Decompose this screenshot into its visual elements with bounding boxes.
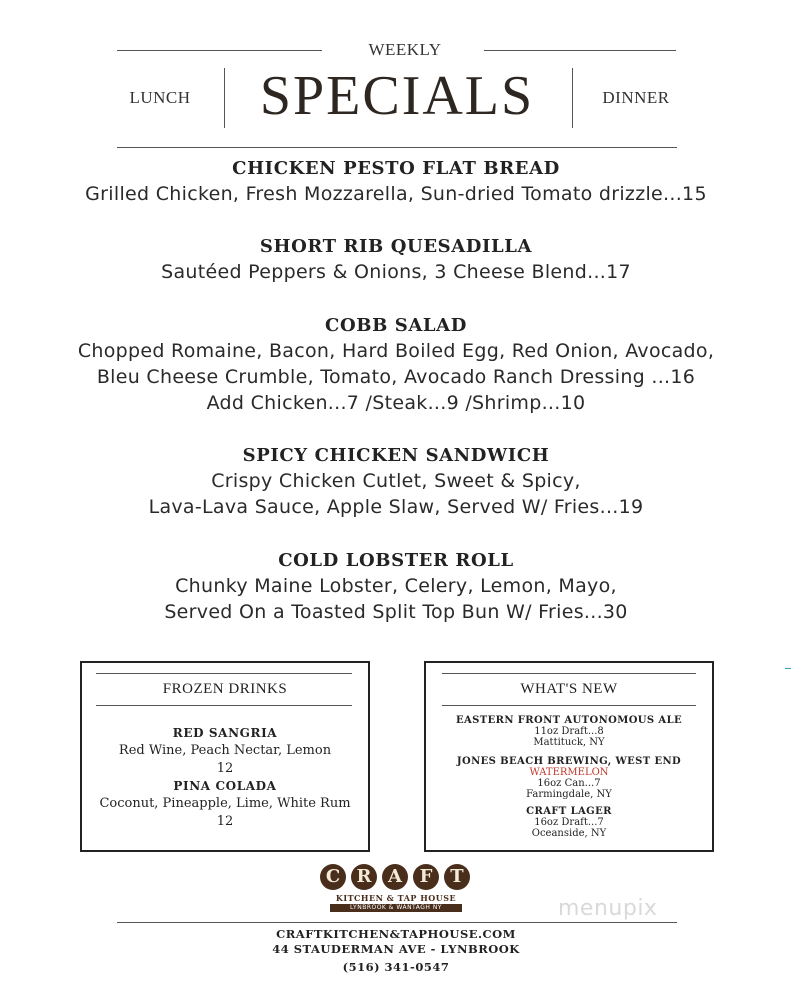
edge-mark: [785, 668, 791, 669]
lunch-label: LUNCH: [129, 88, 191, 107]
frozen-drinks-top-rule: [96, 673, 352, 674]
menu-item: [0, 314, 792, 416]
beer-location: Mattituck, NY: [533, 737, 605, 748]
beer-pour: 16oz Can...7: [537, 778, 601, 789]
item-desc: Chopped Romaine, Bacon, Hard Boiled Egg, Red Onion, Avocado,: [77, 340, 715, 362]
footer-rule: [117, 922, 677, 923]
footer-address: 44 STAUDERMAN AVE - LYNBROOK: [272, 942, 520, 956]
logo-letter: F: [413, 864, 439, 890]
logo-tagline: LYNBROOK & WANTAGH NY: [330, 904, 462, 912]
beer-name: EASTERN FRONT AUTONOMOUS ALE: [455, 715, 683, 726]
whats-new-title: WHAT'S NEW: [520, 681, 618, 697]
header-bottom-rule: [117, 147, 677, 148]
footer-block: [0, 927, 792, 975]
craft-logo: [320, 864, 472, 914]
logo-letter: A: [382, 864, 408, 890]
beer-name: CRAFT LAGER: [526, 806, 612, 817]
header-top-rule-left: [117, 50, 322, 51]
beer-highlight: WATERMELON: [529, 767, 609, 778]
beer-name: JONES BEACH BREWING, WEST END: [456, 756, 682, 767]
logo-letter: R: [351, 864, 377, 890]
drink-name: RED SANGRIA: [172, 726, 278, 740]
footer-website: CRAFTKITCHEN&TAPHOUSE.COM: [276, 927, 516, 941]
drink-price: 12: [216, 814, 234, 829]
whats-new-box: [424, 661, 714, 852]
item-desc: Crispy Chicken Cutlet, Sweet & Spicy,: [211, 470, 581, 492]
frozen-drinks-box: [80, 661, 370, 852]
item-desc: Lava-Lava Sauce, Apple Slaw, Served W/ Fries...19: [148, 496, 644, 518]
menu-item: [0, 549, 792, 625]
menu-item: [0, 157, 792, 207]
drink-list: [82, 725, 368, 831]
page-title: SPECIALS: [259, 65, 535, 127]
item-title: COLD LOBSTER ROLL: [278, 550, 514, 571]
logo-letter: C: [320, 864, 346, 890]
drink-desc: Red Wine, Peach Nectar, Lemon: [118, 743, 332, 758]
drink-desc: Coconut, Pineapple, Lime, White Rum: [99, 796, 351, 811]
whats-new-top-rule: [442, 673, 696, 674]
item-desc: Add Chicken...7 /Steak...9 /Shrimp...10: [206, 392, 586, 414]
frozen-drinks-title: FROZEN DRINKS: [162, 681, 288, 697]
item-desc: Sautéed Peppers & Onions, 3 Cheese Blend...17: [161, 261, 631, 283]
header-divider-left: [224, 68, 225, 128]
beer-item: [426, 715, 712, 748]
header-top-rule-right: [484, 50, 676, 51]
item-desc: Bleu Cheese Crumble, Tomato, Avocado Ranch Dressing ...16: [96, 366, 696, 388]
dinner-label: DINNER: [602, 88, 670, 107]
drink-name: PINA COLADA: [173, 779, 277, 793]
menu-item: [0, 444, 792, 520]
beer-location: Farmingdale, NY: [526, 789, 612, 800]
header-divider-right: [572, 68, 573, 128]
item-title: COBB SALAD: [325, 315, 467, 336]
beer-location: Oceanside, NY: [531, 828, 607, 839]
beer-pour: 16oz Draft...7: [534, 817, 604, 828]
item-title: CHICKEN PESTO FLAT BREAD: [232, 158, 560, 179]
whats-new-bottom-rule: [442, 705, 696, 706]
logo-subtitle: KITCHEN & TAP HOUSE: [335, 893, 457, 903]
drink-price: 12: [216, 761, 234, 776]
beer-item: [426, 806, 712, 839]
logo-letter: T: [444, 864, 470, 890]
weekly-label: WEEKLY: [368, 40, 442, 59]
frozen-drinks-bottom-rule: [96, 705, 352, 706]
beer-pour: 11oz Draft...8: [534, 726, 604, 737]
menu-item: [0, 235, 792, 285]
item-title: SPICY CHICKEN SANDWICH: [242, 445, 550, 466]
watermark: menupix: [558, 896, 658, 921]
footer-phone: (516) 341-0547: [342, 960, 450, 974]
item-desc: Served On a Toasted Split Top Bun W/ Fries...30: [164, 601, 628, 623]
item-desc: Grilled Chicken, Fresh Mozzarella, Sun-dried Tomato drizzle...15: [85, 183, 707, 205]
item-title: SHORT RIB QUESADILLA: [259, 236, 533, 257]
item-desc: Chunky Maine Lobster, Celery, Lemon, Mayo,: [175, 575, 617, 597]
beer-item: [426, 756, 712, 800]
